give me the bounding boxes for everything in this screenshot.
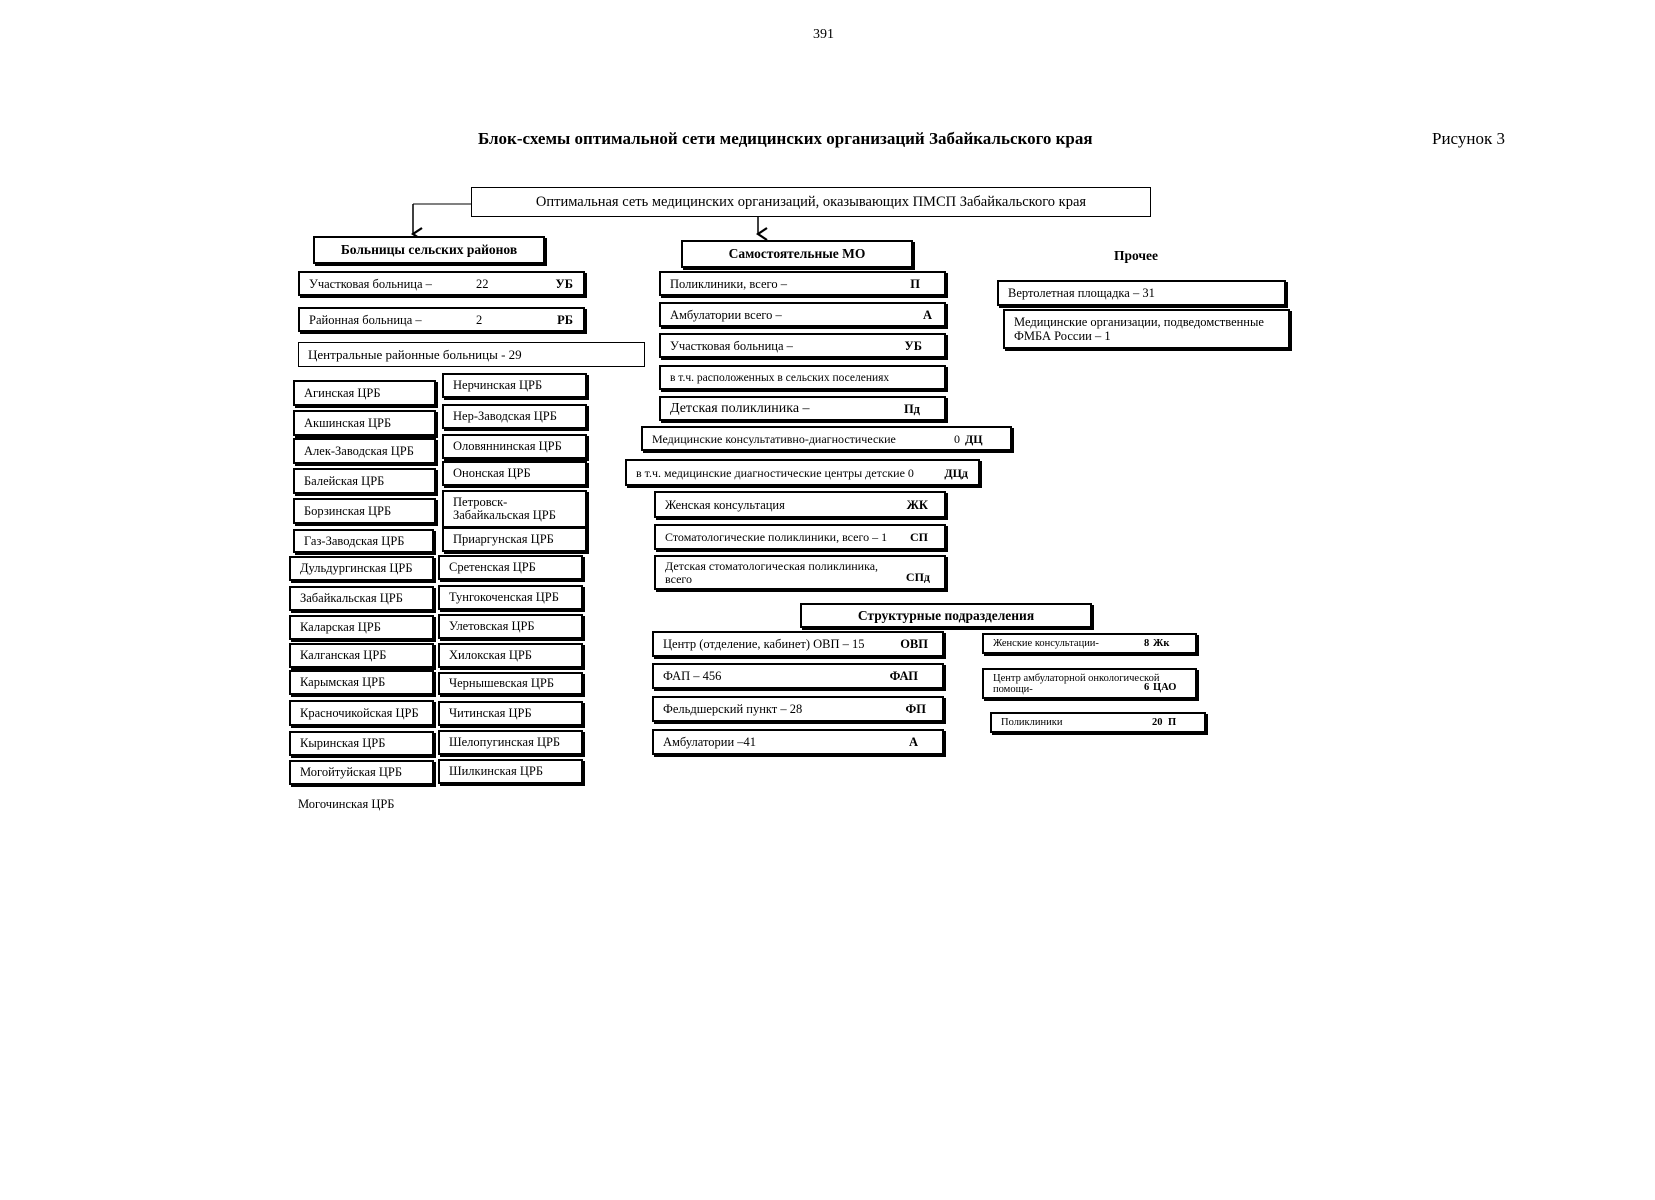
label: Детская стоматологическая поликлиника, всего	[665, 558, 879, 586]
crb-extra-label: Могочинская ЦРБ	[298, 797, 395, 811]
page-number: 391	[813, 27, 834, 42]
feldsher-box	[652, 696, 944, 722]
code: ДЦ	[965, 431, 983, 446]
rural-hospitals-header: Больницы сельских районов	[313, 236, 545, 264]
crb-item: Каларская ЦРБ	[289, 615, 434, 640]
label: Участковая больница –	[309, 276, 432, 291]
label: Амбулатории –41	[663, 735, 757, 749]
polyclinics-box	[659, 271, 946, 296]
code: УБ	[555, 276, 573, 291]
dental-polyclinics-box	[654, 524, 946, 550]
children-dental-box	[654, 555, 946, 590]
code: Пд	[903, 401, 920, 416]
crb-item: Чернышевская ЦРБ	[438, 672, 583, 695]
label: Детская поликлиника –	[670, 400, 810, 416]
count: 22	[476, 276, 489, 291]
crb-item: Балейская ЦРБ	[293, 468, 436, 494]
code: П	[910, 276, 920, 291]
children-polyclinic-box	[659, 396, 946, 421]
code: ФП	[905, 702, 926, 716]
label: Поликлиники	[1001, 717, 1063, 728]
consult-diagnostic-box	[641, 426, 1012, 451]
label: Поликлиники, всего –	[670, 276, 787, 291]
rural-raion-hospital-box	[298, 307, 585, 332]
crb-item: Кыринская ЦРБ	[289, 731, 434, 756]
crb-item: Дульдургинская ЦРБ	[289, 556, 434, 581]
crb-item: Улетовская ЦРБ	[438, 614, 583, 639]
crb-item: Агинская ЦРБ	[293, 380, 436, 406]
code: ФАП	[889, 669, 918, 683]
crb-item: Акшинская ЦРБ	[293, 410, 436, 436]
code: П	[1168, 717, 1177, 728]
code: А	[908, 735, 918, 749]
count: 2	[476, 312, 483, 327]
code: УБ	[904, 338, 922, 353]
code: ДЦд	[944, 465, 968, 480]
figure-label: Рисунок 3	[1432, 129, 1505, 148]
crb-box: Центральные районные больницы - 29	[298, 342, 645, 367]
fmba-box: Медицинские организации, подведомственные ФМБА России – 1	[1003, 309, 1290, 349]
crb-item: Тунгокоченская ЦРБ	[438, 585, 583, 610]
womens-consultations-small-box	[982, 633, 1197, 654]
label: Районная больница –	[309, 312, 422, 327]
diagram-title: Блок-схемы оптимальной сети медицинских организаций Забайкальского края	[478, 129, 1093, 148]
code: А	[922, 307, 932, 322]
label: Центр амбулаторной онкологической помощи-	[993, 673, 1160, 695]
crb-item: Красночикойская ЦРБ	[289, 700, 434, 726]
label: Центр (отделение, кабинет) ОВП – 15	[663, 637, 865, 651]
crb-item: Забайкальская ЦРБ	[289, 586, 434, 611]
womens-consultation-box	[654, 491, 946, 518]
helipad-box: Вертолетная площадка – 31	[997, 280, 1286, 306]
code: СП	[910, 530, 928, 544]
label: в т.ч. медицинские диагностические центры детские 0	[636, 465, 914, 480]
code: СПд	[905, 570, 930, 584]
crb-item: Карымская ЦРБ	[289, 670, 434, 695]
crb-item: Приаргунская ЦРБ	[442, 527, 587, 552]
crb-item: Калганская ЦРБ	[289, 643, 434, 668]
label: Женские консультации-	[993, 638, 1099, 649]
label: Женская консультация	[665, 497, 785, 512]
crb-item: Нерчинская ЦРБ	[442, 373, 587, 398]
crb-item: Читинская ЦРБ	[438, 701, 583, 726]
ambulatories-struct-box	[652, 729, 944, 755]
label: Стоматологические поликлиники, всего – 1	[665, 530, 888, 544]
fap-box	[652, 663, 944, 689]
independent-mo-header: Самостоятельные МО	[681, 240, 913, 268]
top-network-box: Оптимальная сеть медицинских организаций, оказывающих ПМСП Забайкальского края	[471, 187, 1151, 217]
crb-item: Ононская ЦРБ	[442, 461, 587, 486]
oncology-center-box	[982, 668, 1197, 699]
code: РБ	[557, 312, 573, 327]
structural-units-header: Структурные подразделения	[800, 603, 1092, 628]
count: 20	[1152, 717, 1163, 728]
ambulatories-box	[659, 302, 946, 327]
polyclinics-small-box	[990, 712, 1206, 733]
crb-item: Шелопугинская ЦРБ	[438, 730, 583, 755]
code: ЦАО	[1153, 682, 1177, 693]
crb-item: Борзинская ЦРБ	[293, 498, 436, 524]
crb-item: Алек-Заводская ЦРБ	[293, 438, 436, 464]
other-header: Прочее	[1114, 248, 1159, 263]
crb-item: Нер-Заводская ЦРБ	[442, 404, 587, 429]
count: 0	[954, 431, 960, 446]
rural-district-hospital-box	[298, 271, 585, 296]
label: Медицинские консультативно-диагностические	[652, 431, 896, 446]
crb-item: Петровск-Забайкальская ЦРБ	[442, 490, 587, 528]
children-diagnostic-box	[625, 459, 980, 486]
rural-settlements-box: в т.ч. расположенных в сельских поселениях	[659, 365, 946, 390]
crb-item: Газ-Заводская ЦРБ	[293, 529, 434, 553]
code: ОВП	[900, 637, 928, 651]
crb-item: Шилкинская ЦРБ	[438, 759, 583, 784]
count: 8	[1144, 638, 1150, 649]
label: Амбулатории всего –	[670, 307, 782, 322]
crb-item: Хилокская ЦРБ	[438, 643, 583, 668]
label: ФАП – 456	[663, 669, 722, 683]
label: Участковая больница –	[670, 338, 793, 353]
crb-item: Сретенская ЦРБ	[438, 555, 583, 580]
ovp-box	[652, 631, 944, 657]
crb-item: Оловяннинская ЦРБ	[442, 434, 587, 459]
code: Жк	[1153, 638, 1170, 649]
code: ЖК	[906, 497, 928, 512]
count: 6	[1144, 682, 1150, 693]
district-hospital-box	[659, 333, 946, 358]
label: Фельдшерский пункт – 28	[663, 702, 803, 716]
crb-item: Могойтуйская ЦРБ	[289, 760, 434, 785]
